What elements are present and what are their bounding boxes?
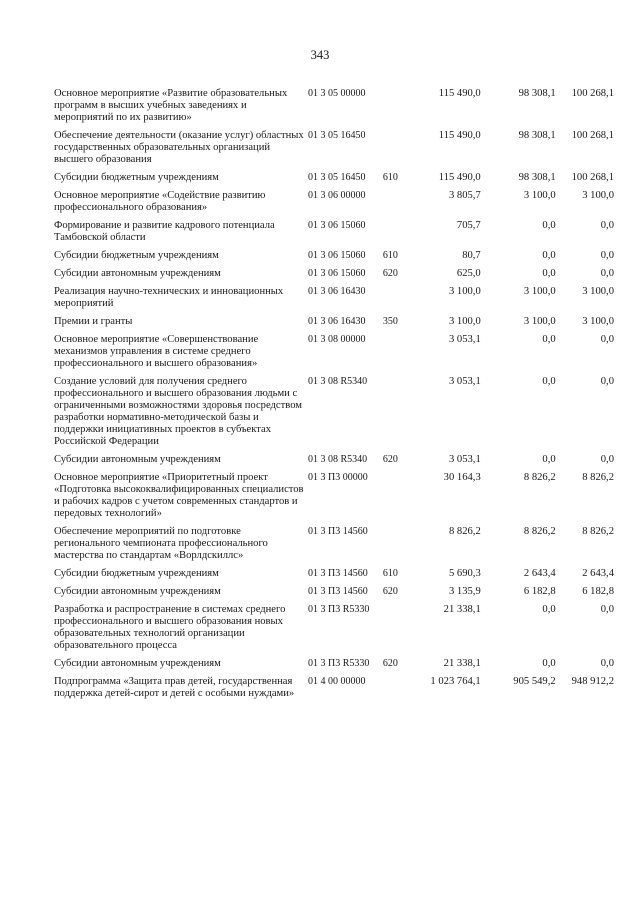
row-amount-3: 3 100,0: [582, 286, 614, 297]
row-amount-2: 0,0: [542, 334, 556, 345]
row-code: 01 3 П3 R5330: [307, 658, 370, 669]
table-row: [54, 472, 614, 526]
row-name: Формирование и развитие кадрового потенциала Тамбовской области: [54, 220, 275, 243]
row-expense-type: 620: [382, 454, 398, 465]
row-amount-3: 0,0: [600, 220, 614, 231]
row-amount-3: 3 100,0: [582, 190, 614, 201]
budget-table: [54, 88, 614, 706]
row-amount-2: 0,0: [542, 604, 556, 615]
row-name: Обеспечение деятельности (оказание услуг) областных государственных образовательных организаций высшего образования: [54, 130, 304, 165]
row-code: 01 3 П3 00000: [307, 472, 368, 483]
row-amount-2: 3 100,0: [523, 286, 556, 297]
row-expense-type: [383, 220, 406, 250]
row-amount-1: 21 338,1: [443, 604, 481, 615]
page-number: 343: [310, 48, 330, 62]
row-expense-type: [383, 334, 406, 376]
row-amount-1: 3 053,1: [448, 376, 481, 387]
row-amount-2: 8 826,2: [523, 472, 556, 483]
row-expense-type: 610: [382, 172, 398, 183]
row-name: Субсидии автономным учреждениям: [54, 586, 221, 597]
table-row: [54, 88, 614, 130]
row-amount-1: 3 805,7: [448, 190, 481, 201]
row-amount-2: 98 308,1: [518, 88, 556, 99]
row-amount-2: 6 182,8: [523, 586, 556, 597]
row-amount-1: 3 053,1: [448, 334, 481, 345]
row-amount-2: 0,0: [542, 220, 556, 231]
row-name: Основное мероприятие «Совершенствование механизмов управления в системе среднего профессионального и высшего образования»: [54, 334, 259, 369]
row-expense-type: 620: [382, 586, 398, 597]
row-name: Премии и гранты: [54, 316, 133, 327]
row-amount-1: 3 100,0: [448, 316, 481, 327]
row-amount-2: 2 643,4: [523, 568, 556, 579]
row-amount-1: 1 023 764,1: [430, 676, 481, 687]
row-amount-1: 30 164,3: [443, 472, 481, 483]
row-expense-type: [383, 526, 406, 568]
row-code: 01 3 П3 14560: [307, 526, 368, 537]
row-code: 01 3 06 15060: [307, 250, 366, 261]
table-row: [54, 658, 614, 676]
row-code: 01 3 П3 14560: [307, 586, 368, 597]
row-amount-3: 8 826,2: [582, 526, 614, 537]
row-amount-1: 80,7: [462, 250, 481, 261]
row-code: 01 3 08 R5340: [307, 454, 368, 465]
row-name: Создание условий для получения среднего профессионального и высшего образования людьми с ограниченными возможностями здоровья посредством разработки нормативно-методической базы и поддержки инициативных проектов в субъектах Российской Федерации: [54, 376, 302, 447]
row-name: Подпрограмма «Защита прав детей, государственная поддержка детей-сирот и детей с особыми нуждами»: [54, 676, 295, 699]
row-amount-2: 0,0: [542, 250, 556, 261]
row-expense-type: [383, 130, 406, 172]
row-amount-2: 0,0: [542, 376, 556, 387]
row-code: 01 3 05 16450: [307, 130, 366, 141]
row-amount-3: 0,0: [600, 268, 614, 279]
row-expense-type: [383, 376, 406, 454]
row-amount-3: 0,0: [600, 376, 614, 387]
table-row: [54, 568, 614, 586]
table-row: [54, 316, 614, 334]
budget-table-body: [54, 88, 614, 706]
row-code: 01 3 08 00000: [307, 334, 366, 345]
row-expense-type: [383, 88, 406, 130]
row-name: Субсидии автономным учреждениям: [54, 658, 221, 669]
row-expense-type: 610: [382, 568, 398, 579]
table-row: [54, 676, 614, 706]
row-amount-1: 8 826,2: [448, 526, 481, 537]
row-amount-3: 8 826,2: [582, 472, 614, 483]
row-code: 01 3 05 16450: [307, 172, 366, 183]
row-name: Субсидии бюджетным учреждениям: [54, 250, 219, 261]
row-code: 01 3 08 R5340: [307, 376, 368, 387]
table-row: [54, 454, 614, 472]
row-amount-1: 3 100,0: [448, 286, 481, 297]
table-row: [54, 220, 614, 250]
row-expense-type: 620: [382, 268, 398, 279]
table-row: [54, 334, 614, 376]
row-amount-3: 0,0: [600, 604, 614, 615]
row-code: 01 3 06 15060: [307, 220, 366, 231]
row-code: 01 3 06 00000: [307, 190, 366, 201]
row-name: Обеспечение мероприятий по подготовке регионального чемпионата профессионального мастерства по стандартам «Ворлдскиллс»: [54, 526, 268, 561]
row-amount-3: 0,0: [600, 250, 614, 261]
table-row: [54, 190, 614, 220]
row-amount-2: 3 100,0: [523, 316, 556, 327]
row-name: Основное мероприятие «Содействие развитию профессионального образования»: [54, 190, 266, 213]
row-amount-2: 905 549,2: [513, 676, 556, 687]
row-amount-3: 948 912,2: [571, 676, 614, 687]
row-code: 01 3 06 16430: [307, 316, 366, 327]
row-expense-type: 620: [382, 658, 398, 669]
table-row: [54, 526, 614, 568]
row-amount-1: 115 490,0: [438, 172, 481, 183]
table-row: [54, 130, 614, 172]
row-code: 01 3 П3 14560: [307, 568, 368, 579]
row-amount-3: 3 100,0: [582, 316, 614, 327]
row-amount-3: 2 643,4: [582, 568, 614, 579]
table-row: [54, 268, 614, 286]
table-row: [54, 250, 614, 268]
row-code: 01 3 П3 R5330: [307, 604, 370, 615]
row-name: Субсидии автономным учреждениям: [54, 268, 221, 279]
row-name: Субсидии бюджетным учреждениям: [54, 172, 219, 183]
row-code: 01 3 06 15060: [307, 268, 366, 279]
table-row: [54, 586, 614, 604]
row-code: 01 3 06 16430: [307, 286, 366, 297]
row-amount-3: 0,0: [600, 454, 614, 465]
row-expense-type: [383, 676, 406, 706]
row-code: 01 3 05 00000: [307, 88, 366, 99]
table-row: [54, 286, 614, 316]
row-amount-3: 100 268,1: [571, 88, 614, 99]
row-amount-2: 98 308,1: [518, 130, 556, 141]
row-amount-1: 705,7: [456, 220, 481, 231]
table-row: [54, 376, 614, 454]
row-amount-2: 98 308,1: [518, 172, 556, 183]
row-amount-2: 0,0: [542, 268, 556, 279]
row-amount-3: 6 182,8: [582, 586, 614, 597]
row-amount-3: 0,0: [600, 334, 614, 345]
row-amount-1: 5 690,3: [448, 568, 481, 579]
row-amount-2: 8 826,2: [523, 526, 556, 537]
row-amount-2: 0,0: [542, 658, 556, 669]
row-code: 01 4 00 00000: [307, 676, 366, 687]
row-expense-type: 610: [382, 250, 398, 261]
table-row: [54, 604, 614, 658]
row-expense-type: [383, 604, 406, 658]
row-expense-type: 350: [382, 316, 398, 327]
row-name: Субсидии бюджетным учреждениям: [54, 568, 219, 579]
row-amount-1: 115 490,0: [438, 130, 481, 141]
row-amount-1: 625,0: [456, 268, 481, 279]
row-amount-1: 3 135,9: [448, 586, 481, 597]
row-amount-2: 3 100,0: [523, 190, 556, 201]
row-amount-2: 0,0: [542, 454, 556, 465]
row-name: Субсидии автономным учреждениям: [54, 454, 221, 465]
row-name: Основное мероприятие «Развитие образовательных программ в высших учебных заведениях и мероприятий по их развитию»: [54, 88, 288, 123]
row-amount-1: 21 338,1: [443, 658, 481, 669]
row-amount-3: 0,0: [600, 658, 614, 669]
row-expense-type: [383, 286, 406, 316]
row-expense-type: [383, 190, 406, 220]
row-amount-1: 3 053,1: [448, 454, 481, 465]
row-name: Основное мероприятие «Приоритетный проект «Подготовка высококвалифицированных специалистов и рабочих кадров с учетом современных стандартов и передовых технологий»: [54, 472, 304, 519]
row-amount-3: 100 268,1: [571, 130, 614, 141]
row-amount-1: 115 490,0: [438, 88, 481, 99]
row-name: Разработка и распространение в системах среднего профессионального и высшего образования новых образовательных технологий организации образовательного процесса: [54, 604, 286, 651]
table-row: [54, 172, 614, 190]
row-amount-3: 100 268,1: [571, 172, 614, 183]
row-expense-type: [383, 472, 406, 526]
row-name: Реализация научно-технических и инновационных мероприятий: [54, 286, 284, 309]
